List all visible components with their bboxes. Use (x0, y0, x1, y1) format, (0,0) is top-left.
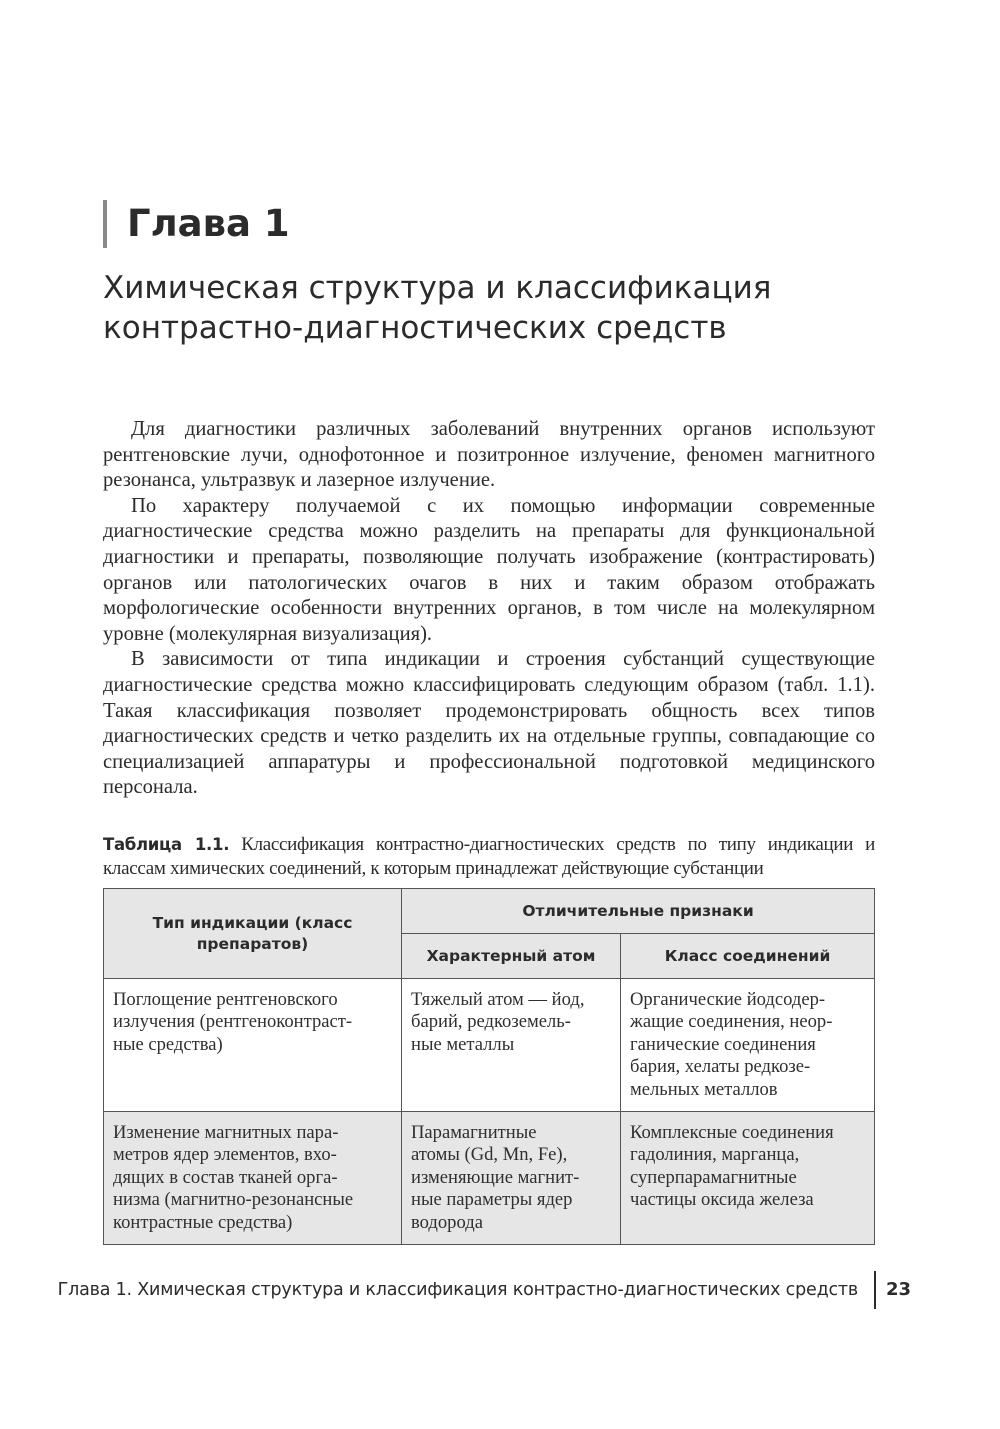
header-atom: Характерный атом (402, 934, 621, 979)
cell-line: контрастные средства) (113, 1211, 293, 1233)
page-number: 23 (886, 1279, 912, 1300)
table-caption-text: Классификация контрастно-диагностических средств по типу индикации и классам химических соединений, к которым принадлежат действующие субстанции (103, 834, 875, 879)
cell-line: мельных металлов (630, 1078, 778, 1100)
table-caption (103, 833, 875, 881)
header-features: Отличительные признаки (402, 889, 875, 934)
chapter-title-line: Химическая структура и классификация (103, 270, 772, 306)
cell-line: атомы (Gd, Mn, Fe), (411, 1144, 568, 1166)
cell-line: Поглощение рентгеновского (113, 989, 338, 1010)
atom-cell (402, 1112, 621, 1245)
cell-line: дящих в состав тканей орга- (113, 1166, 338, 1188)
cell-line: излучения (рентгеноконтраст- (113, 1011, 353, 1033)
cell-line: Изменение магнитных пара- (113, 1122, 339, 1144)
cell-line: ные металлы (411, 1033, 515, 1055)
atom-cell (402, 979, 621, 1112)
indication-cell (104, 979, 402, 1112)
header-class: Класс соединений (621, 934, 875, 979)
classification-table (103, 888, 875, 1245)
paragraph: Для диагностики различных заболеваний внутренних органов используют рентгеновские лучи, однофотонное и позитронное излучение, феномен магнитного резонанса, ультразвук и лазерное излучение. (103, 418, 875, 492)
cell-line: метров ядер элементов, вхо- (113, 1144, 337, 1166)
class-cell (621, 979, 875, 1112)
cell-line: жащие соединения, неор- (630, 1011, 833, 1033)
chapter-label: Глава 1 (103, 200, 290, 248)
table-row (104, 1112, 875, 1245)
header-indication: Тип индикации (класс препаратов) (104, 889, 402, 979)
cell-line: гадолиния, марганца, (630, 1144, 800, 1166)
cell-line: Органические йодсодер- (630, 989, 826, 1010)
chapter-title-line: контрастно-диагностических средств (103, 310, 727, 346)
indication-cell (104, 1112, 402, 1245)
cell-line: Тяжелый атом — йод, (411, 989, 585, 1010)
body-text (103, 417, 875, 801)
cell-line: частицы оксида железа (630, 1189, 814, 1211)
cell-line: Комплексные соединения (630, 1122, 834, 1144)
cell-line: водорода (411, 1211, 483, 1233)
cell-line: ганические соединения (630, 1033, 816, 1055)
cell-line: изменяющие магнит- (411, 1166, 580, 1188)
paragraph: В зависимости от типа индикации и строения субстанций существующие диагностические средства можно классифицировать следующим образом (табл. 1.1). Такая классификация позволяет продемонстрировать общность всех типов диагностических средств и четко разделить их на отдельные группы, совпадающие со специализацией аппаратуры и профессиональной подготовкой медицинского персонала. (103, 648, 875, 799)
cell-line: ные средства) (113, 1033, 223, 1055)
class-cell (621, 1112, 875, 1245)
table-row (104, 979, 875, 1112)
cell-line: суперпарамагнитные (630, 1166, 797, 1188)
paragraph: По характеру получаемой с их помощью информации современные диагностические средства можно разделить на препараты для функциональной диагностики и препараты, позволяющие получать изображение (контрастировать) органов или патологических очагов в них и таким образом отображать морфологические особенности внутренних органов, в том числе на молекулярном уровне (молекулярная визуализация). (103, 494, 875, 645)
footer-divider (874, 1271, 876, 1309)
cell-line: низма (магнитно-резонансные (113, 1189, 354, 1211)
running-footer: Глава 1. Химическая структура и классификация контрастно-диагностических средств (57, 1280, 858, 1300)
table-caption-label: Таблица 1.1. (103, 835, 230, 854)
cell-line: Парамагнитные (411, 1122, 537, 1144)
chapter-title (103, 268, 883, 348)
cell-line: ные параметры ядер (411, 1189, 573, 1211)
cell-line: бария, хелаты редкозе- (630, 1056, 811, 1078)
cell-line: барий, редкоземель- (411, 1011, 571, 1033)
